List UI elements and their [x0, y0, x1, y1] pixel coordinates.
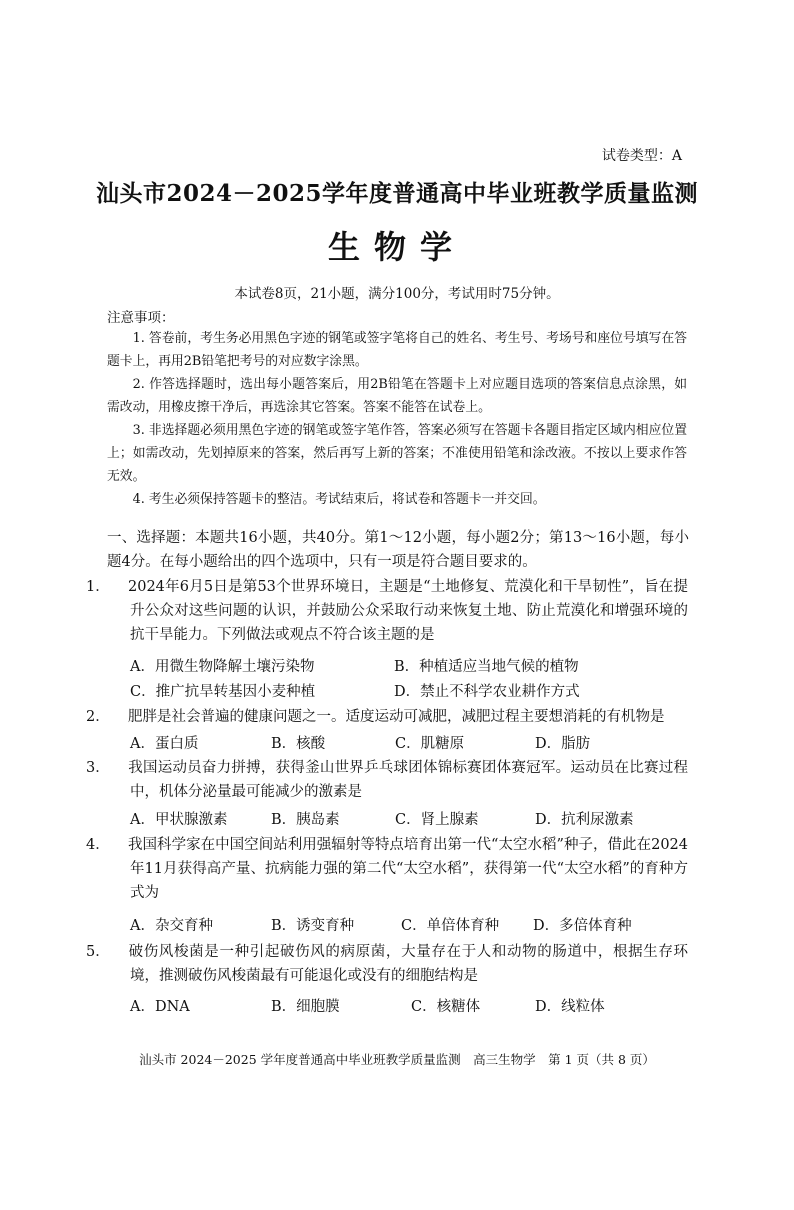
notice-item: 3. 非选择题必须用黑色字迹的钢笔或签字笔作答，答案必须写在答题卡各题目指定区域内相应位置上；如需改动，先划掉原来的答案，然后再写上新的答案；不准使用铅笔和涂改液。不按以上要求作答无效。	[107, 423, 687, 484]
question-2	[86, 705, 688, 729]
option-a[interactable]: A．用微生物降解土壤污染物	[130, 659, 315, 675]
options-row	[130, 914, 690, 935]
subject-title: 生物学	[327, 228, 466, 266]
question-number: 1．	[86, 579, 110, 595]
option-d[interactable]: D．脂肪	[535, 736, 591, 752]
option-a[interactable]: A．甲状腺激素	[130, 812, 228, 828]
option-b[interactable]: B．细胞膜	[271, 999, 340, 1015]
options-row	[130, 732, 690, 753]
option-a[interactable]: A．DNA	[130, 999, 190, 1015]
question-text: 肥胖是社会普遍的健康问题之一。适度运动可减肥，减肥过程主要想消耗的有机物是	[128, 709, 665, 725]
question-3	[86, 756, 688, 804]
notice-item: 2. 作答选择题时，选出每小题答案后，用2B铅笔在答题卡上对应题目选项的答案信息点涂黑，如需改动，用橡皮擦干净后，再选涂其它答案。答案不能答在试卷上。	[107, 377, 687, 415]
question-number: 2．	[86, 709, 110, 725]
notice-item: 1. 答卷前，考生务必用黑色字迹的钢笔或签字笔将自己的姓名、考生号、考场号和座位号填写在答题卡上，再用2B铅笔把考号的对应数字涂黑。	[107, 331, 687, 369]
option-b[interactable]: B．诱变育种	[271, 918, 355, 934]
paper-type-label: 试卷类型：A	[601, 148, 682, 164]
option-c[interactable]: C．肌糖原	[395, 736, 465, 752]
question-text: 2024年6月5日是第53个世界环境日，主题是“土地修复、荒漠化和干旱韧性”，旨在提升公众对这些问题的认识，并鼓励公众采取行动来恢复土地、防止荒漠化和增强环境的抗干旱能力。下列做法或观点不符合该主题的是	[128, 579, 688, 643]
question-number: 3．	[86, 760, 110, 776]
option-d[interactable]: D．线粒体	[535, 999, 605, 1015]
question-number: 4．	[86, 837, 110, 853]
option-b[interactable]: B．种植适应当地气候的植物	[394, 659, 579, 675]
question-text: 破伤风梭菌是一种引起破伤风的病原菌，大量存在于人和动物的肠道中，根据生存环境，推测破伤风梭菌最有可能退化或没有的细胞结构是	[128, 944, 688, 984]
question-5	[86, 940, 688, 988]
question-number: 5．	[86, 944, 110, 960]
notice-heading: 注意事项：	[107, 310, 175, 326]
question-4	[86, 833, 688, 905]
option-b[interactable]: B．胰岛素	[271, 812, 340, 828]
option-a[interactable]: A．杂交育种	[130, 918, 213, 934]
option-c[interactable]: C．核糖体	[411, 999, 481, 1015]
question-text: 我国运动员奋力拼搏，获得釜山世界乒乓球团体锦标赛团体赛冠军。运动员在比赛过程中，机体分泌量最可能减少的激素是	[128, 760, 688, 800]
options-row	[130, 808, 690, 829]
option-c[interactable]: C．推广抗旱转基因小麦种植	[130, 684, 316, 700]
options-row	[130, 680, 690, 701]
question-text: 我国科学家在中国空间站利用强辐射等特点培育出第一代“太空水稻”种子，借此在2024年11月获得高产量、抗病能力强的第二代“太空水稻”，获得第一代“太空水稻”的育种方式为	[128, 837, 688, 901]
notice-item: 4. 考生必须保持答题卡的整洁。考试结束后，将试卷和答题卡一并交回。	[132, 492, 546, 507]
option-c[interactable]: C．单倍体育种	[401, 918, 500, 934]
option-d[interactable]: D．抗利尿激素	[535, 812, 634, 828]
option-c[interactable]: C．肾上腺素	[395, 812, 479, 828]
options-row	[130, 655, 690, 676]
options-row	[130, 995, 690, 1016]
exam-info: 本试卷8页，21小题，满分100分，考试用时75分钟。	[234, 286, 560, 302]
question-1	[86, 575, 688, 647]
exam-title: 汕头市2024－2025学年度普通高中毕业班教学质量监测	[95, 180, 699, 207]
option-a[interactable]: A．蛋白质	[130, 736, 199, 752]
section-intro: 一、选择题：本题共16小题，共40分。第1～12小题，每小题2分；第13～16小题，每小题4分。在每小题给出的四个选项中，只有一项是符合题目要求的。	[107, 530, 689, 570]
option-d[interactable]: D．多倍体育种	[533, 918, 632, 934]
page-footer: 汕头市 2024－2025 学年度普通高中毕业班教学质量监测 高三生物学 第 1 页（共 8 页）	[139, 1052, 655, 1067]
option-d[interactable]: D．禁止不科学农业耕作方式	[394, 684, 580, 700]
option-b[interactable]: B．核酸	[271, 736, 326, 752]
